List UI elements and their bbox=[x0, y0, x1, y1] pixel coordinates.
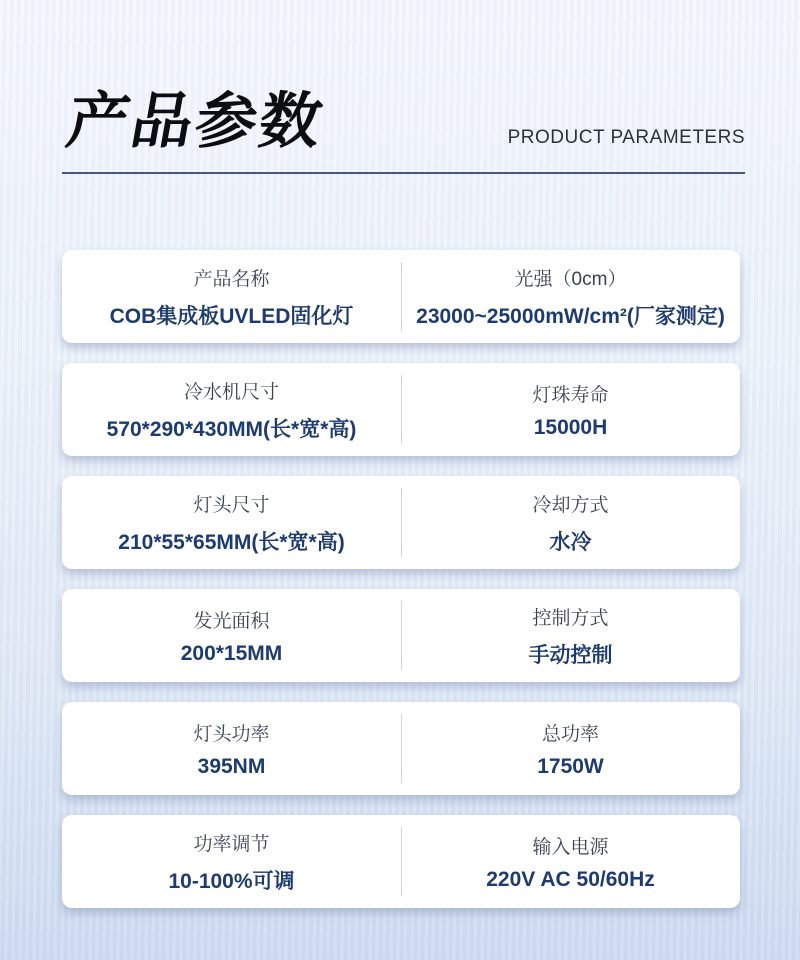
card-divider bbox=[401, 827, 402, 896]
page-title: 产品参数 bbox=[62, 87, 331, 155]
spec-value: 手动控制 bbox=[528, 643, 613, 667]
spec-value: 23000~25000mW/cm²(厂家测定) bbox=[416, 304, 725, 328]
spec-cell-right bbox=[401, 815, 740, 908]
spec-label: 灯珠寿命 bbox=[532, 384, 609, 406]
spec-value: 15000H bbox=[533, 415, 608, 439]
spec-label: 总功率 bbox=[541, 723, 599, 745]
spec-label: 灯头功率 bbox=[193, 723, 270, 745]
page-header bbox=[62, 88, 745, 174]
spec-label: 输入电源 bbox=[532, 836, 609, 858]
card-divider bbox=[401, 488, 402, 557]
header-row bbox=[62, 88, 745, 155]
spec-value: 210*55*65MM(长*宽*高) bbox=[118, 530, 345, 554]
spec-card-power-adjust bbox=[62, 815, 740, 908]
spec-cell-right bbox=[401, 702, 740, 795]
spec-card-lamp-head-size bbox=[62, 476, 740, 569]
spec-cell-left bbox=[62, 589, 401, 682]
spec-card-emitting-area bbox=[62, 589, 740, 682]
spec-label: 冷水机尺寸 bbox=[183, 381, 279, 403]
spec-label: 发光面积 bbox=[193, 610, 270, 632]
spec-value: 水冷 bbox=[549, 530, 592, 554]
spec-card-chiller-size bbox=[62, 363, 740, 456]
spec-card-list bbox=[62, 250, 740, 928]
spec-label: 功率调节 bbox=[193, 833, 270, 855]
page-subtitle: PRODUCT PARAMETERS bbox=[507, 127, 745, 149]
spec-cell-right bbox=[401, 589, 740, 682]
spec-cell-left bbox=[62, 476, 401, 569]
spec-cell-right bbox=[401, 250, 740, 343]
spec-value: 200*15MM bbox=[180, 641, 283, 665]
spec-card-lamp-power bbox=[62, 702, 740, 795]
spec-card-product-name bbox=[62, 250, 740, 343]
spec-cell-right bbox=[401, 476, 740, 569]
card-divider bbox=[401, 714, 402, 783]
spec-cell-left bbox=[62, 815, 401, 908]
spec-cell-right bbox=[401, 363, 740, 456]
spec-value: 220V AC 50/60Hz bbox=[486, 867, 655, 891]
spec-label: 产品名称 bbox=[193, 268, 270, 290]
spec-label: 冷却方式 bbox=[532, 494, 609, 516]
card-divider bbox=[401, 262, 402, 331]
spec-cell-left bbox=[62, 363, 401, 456]
card-divider bbox=[401, 601, 402, 670]
spec-label: 光强（0cm） bbox=[514, 268, 627, 290]
title-underline bbox=[62, 172, 745, 174]
spec-value: 395NM bbox=[197, 754, 266, 778]
spec-cell-left bbox=[62, 702, 401, 795]
spec-value: 1750W bbox=[537, 754, 604, 778]
spec-value: 10-100%可调 bbox=[168, 869, 295, 893]
spec-cell-left bbox=[62, 250, 401, 343]
spec-label: 灯头尺寸 bbox=[193, 494, 270, 516]
spec-value: COB集成板UVLED固化灯 bbox=[109, 304, 354, 328]
card-divider bbox=[401, 375, 402, 444]
spec-value: 570*290*430MM(长*宽*高) bbox=[106, 417, 357, 441]
spec-label: 控制方式 bbox=[532, 607, 609, 629]
